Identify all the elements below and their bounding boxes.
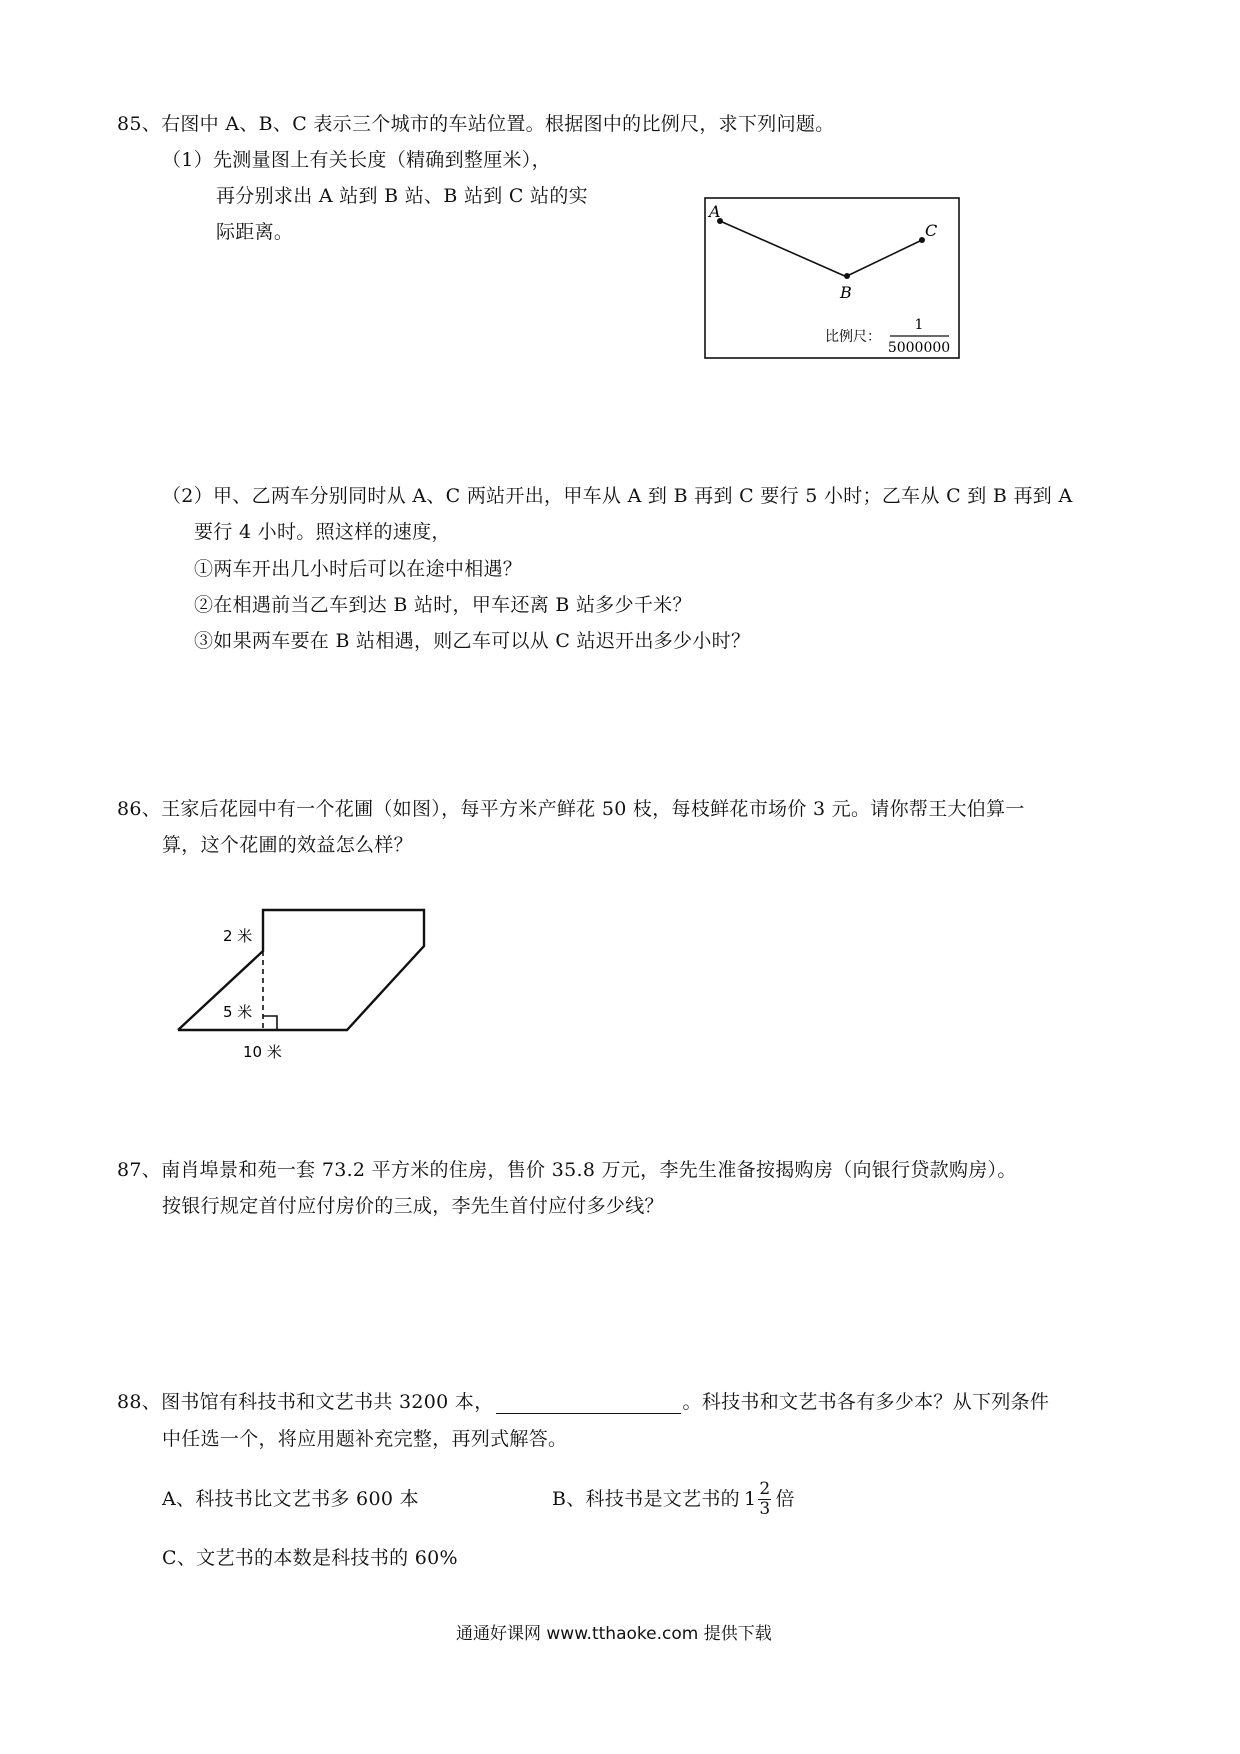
flower-bed-figure — [170, 900, 440, 1070]
q87-line1: 87、南肖埠景和苑一套 73.2 平方米的住房，售价 35.8 万元，李先生准备按揭购房（向银行贷款购房）。 — [117, 1159, 1017, 1181]
q88-line2: 中任选一个，将应用题补充完整，再列式解答。 — [162, 1428, 568, 1450]
q85-sub2: ②在相遇前当乙车到达 B 站时，甲车还离 B 站多少千米？ — [194, 594, 692, 616]
q85-part1-line2: 再分别求出 A 站到 B 站、B 站到 C 站的实 — [216, 185, 588, 207]
right-angle-mark — [263, 1016, 277, 1030]
q86-line1: 86、王家后花园中有一个花圃（如图），每平方米产鲜花 50 枝，每枝鲜花市场价 3 元。请你帮王大伯算一 — [117, 798, 1025, 820]
fraction-denominator: 3 — [759, 1498, 771, 1519]
q88-line1-part-a: 88、图书馆有科技书和文艺书共 3200 本， — [117, 1391, 494, 1413]
fraction-numerator: 2 — [759, 1478, 771, 1499]
q88-option-a: A、科技书比文艺书多 600 本 — [162, 1488, 419, 1510]
q88-line1 — [117, 1390, 1049, 1414]
q88-option-b-suffix: 倍 — [775, 1488, 795, 1510]
mixed-fraction-part — [758, 1480, 771, 1519]
scale-denominator: 5000000 — [887, 340, 951, 356]
q85-sub3: ③如果两车要在 B 站相遇，则乙车可以从 C 站迟开出多少小时？ — [194, 630, 751, 652]
q88-answer-blank[interactable] — [496, 1391, 681, 1414]
q88-option-b-prefix: B、科技书是文艺书的 — [552, 1488, 740, 1510]
scale-label: 比例尺： — [825, 329, 881, 345]
scale-numerator: 1 — [914, 317, 924, 333]
q88-option-c: C、文艺书的本数是科技书的 60% — [162, 1547, 458, 1569]
flower-bed-outline — [178, 910, 424, 1030]
label-2m: 2 米 — [223, 927, 253, 945]
q85-part1-line3: 际距离。 — [216, 221, 294, 243]
label-a: A — [709, 202, 721, 221]
q85-part1-line1: （1）先测量图上有关长度（精确到整厘米）， — [162, 149, 551, 171]
q87-line2: 按银行规定首付应付房价的三成，李先生首付应付多少线？ — [162, 1195, 664, 1217]
q85-stem: 85、右图中 A、B、C 表示三个城市的车站位置。根据图中的比例尺，求下列问题。 — [117, 113, 835, 135]
label-5m: 5 米 — [223, 1003, 253, 1021]
q85-sub1: ①两车开出几小时后可以在途中相遇？ — [194, 558, 523, 580]
mixed-fraction-whole: 1 — [743, 1488, 757, 1510]
page-footer: 通通好课网 www.tthaoke.com 提供下载 — [456, 1624, 772, 1644]
label-10m: 10 米 — [243, 1043, 282, 1061]
q85-part2-line1: （2）甲、乙两车分别同时从 A、C 两站开出，甲车从 A 到 B 再到 C 要行 5 小时；乙车从 C 到 B 再到 A — [162, 485, 1073, 507]
q85-part2-line2: 要行 4 小时。照这样的速度， — [194, 521, 451, 543]
label-b: B — [840, 283, 852, 302]
station-map-figure — [704, 197, 960, 359]
mixed-fraction — [744, 1480, 772, 1519]
q88-line1-part-b: 。科技书和文艺书各有多少本？从下列条件 — [682, 1391, 1050, 1413]
q86-line2: 算，这个花圃的效益怎么样？ — [162, 834, 413, 856]
label-c: C — [925, 221, 938, 240]
q88-option-b — [552, 1475, 795, 1523]
